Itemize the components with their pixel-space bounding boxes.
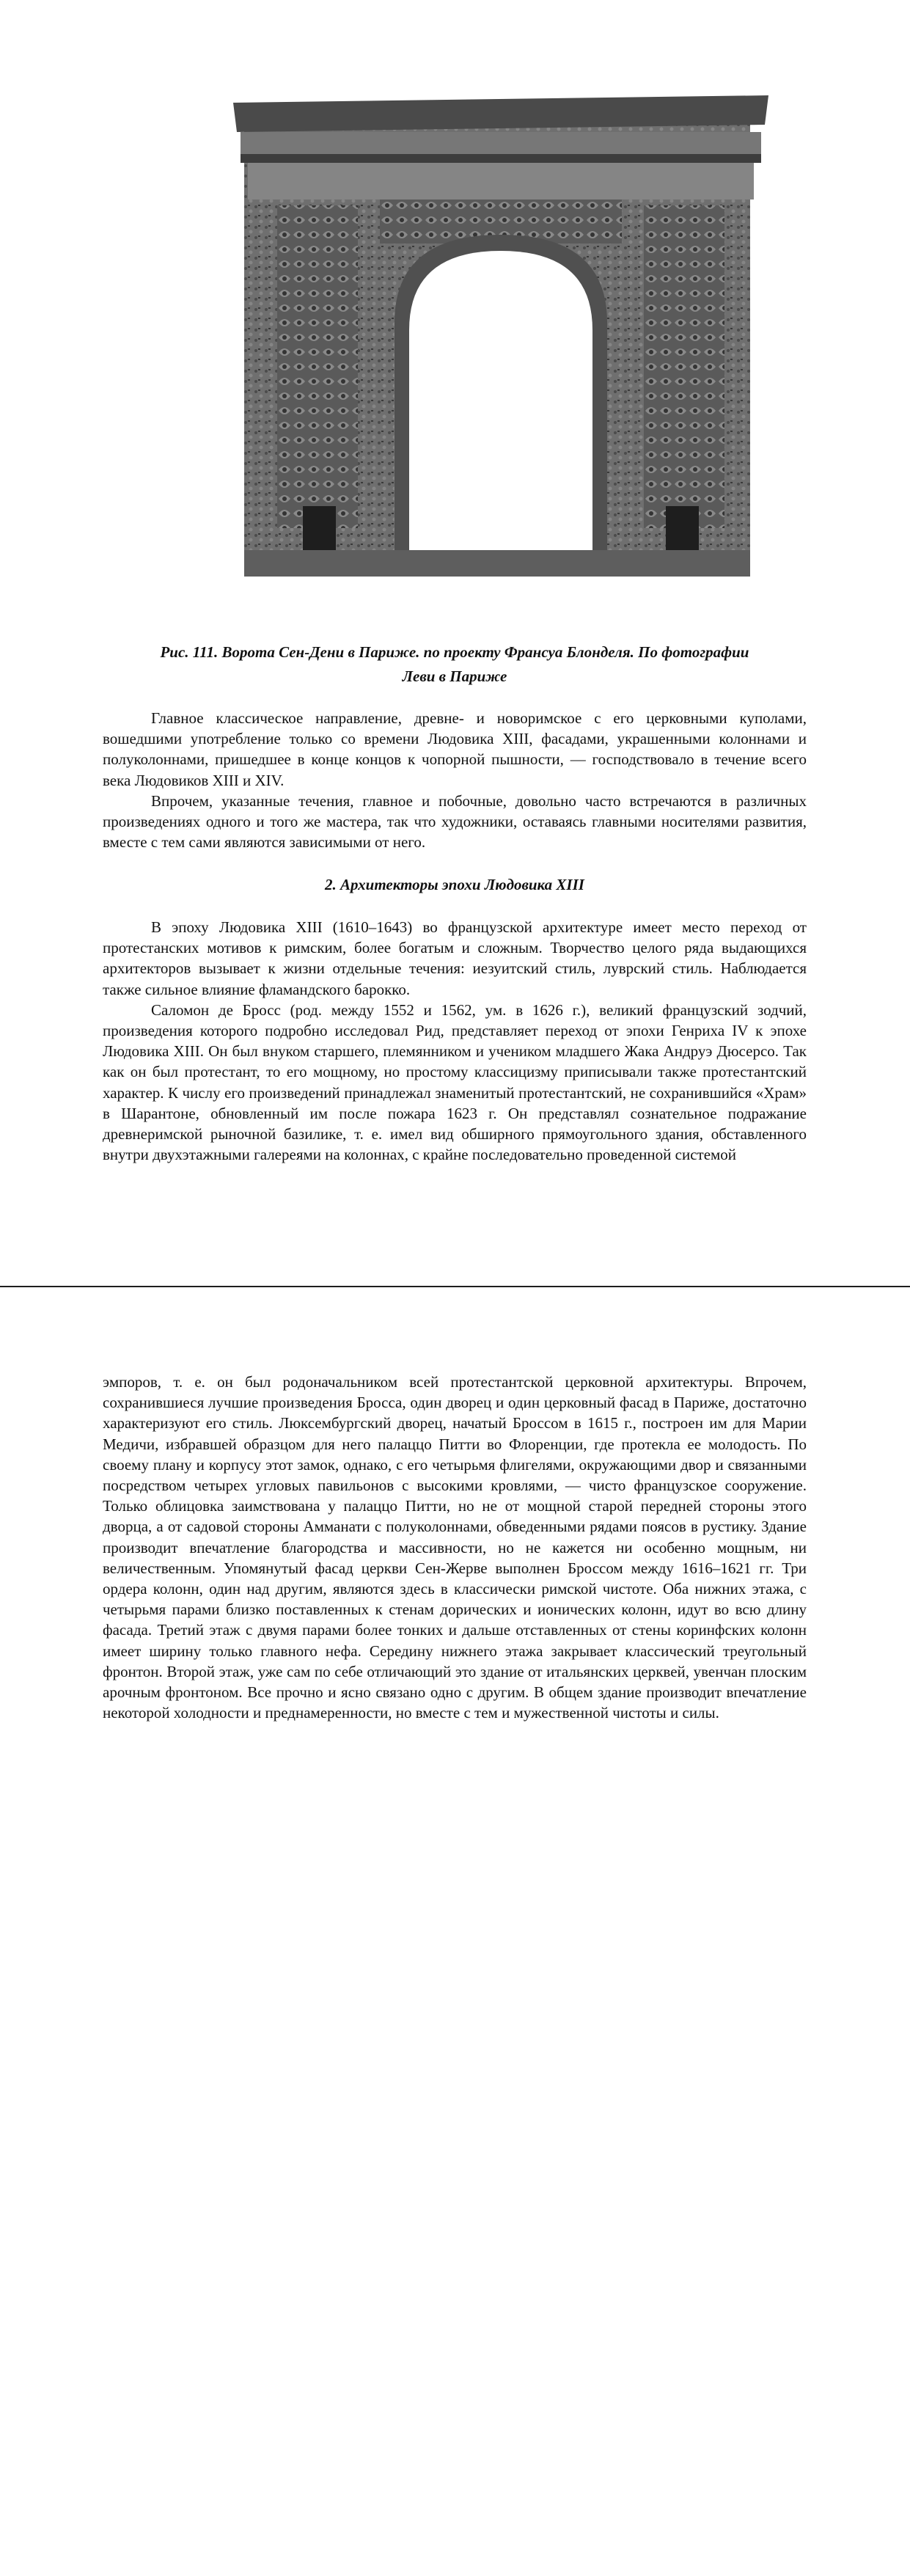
figure-porte-saint-denis [233, 81, 768, 577]
figure-caption-line-1: Рис. 111. Ворота Сен-Дени в Париже. по проекту Франсуа Блонделя. По фотографии [160, 643, 749, 661]
arch-gate-photo-icon [233, 81, 768, 577]
paragraph: эмпоров, т. е. он был родоначальником всей протестантской церковной архитектуры. Впрочем, сохранившиеся лучшие произведения Бросса, один дворец и один церковный фасад в Париже, достаточно характеризуют его стиль. Люксембургский дворец, начатый Броссом в 1615 г., построен им для Марии Медичи, избравшей образцом для него палаццо Питти во Флоренции, где протекла ее молодость. По своему плану и корпусу этот замок, однако, с его четырьмя флигелями, окружающими двор и связанными посредством четырех угловых павильонов с высокими кровлями, — чисто французское сооружение. Только облицовка заимствована у палаццо Питти, но не от мощной старой передней стороны этого дворца, а от садовой стороны Амманати с полуколоннами, обведенными рядами поясов в рустику. Здание производит впечатление благородства и массивности, но не кажется ни особенно мощным, ни величественным. Упомянутый фасад церкви Сен-Жерве выполнен Броссом между 1616–1621 гг. Три ордера колонн, один над другим, являются здесь в классически римской чистоте. Оба нижних этажа, с четырьмя парами близко поставленных к стенам дорических и ионических колонн, идут во всю длину фасада. Третий этаж с двумя парами более тонких и дальше отставленных от стены коринфских колонн имеет ширину только главного нефа. Середину нижнего этажа закрывает классический треугольный фронтон. Второй этаж, уже сам по себе отличающий это здание от итальянских церквей, увенчан плоским арочным фронтоном. Все прочно и ясно связано одно с другим. В общем здание производит впечатление некоторой холодности и преднамеренности, но вместе с тем и мужественной чистоты и силы. [103, 1373, 807, 1722]
continued-text [103, 1372, 807, 1723]
page-2 [0, 1287, 910, 2576]
intro-text [103, 708, 807, 852]
page-1 [0, 0, 910, 1286]
paragraph: Главное классическое направление, древне- и новоримское с его церковными куполами, вошедшими употребление только со времени Людовика XIII, фасадами, украшенными колоннами и полуколоннами, пришедшее в конце концов к чопорной пышности, — господствовало в течение всего века Людовиков XIII и XIV. [103, 709, 807, 789]
paragraph: Впрочем, указанные течения, главное и побочные, довольно часто встречаются в различных произведениях одного и того же мастера, так что художники, оставаясь главными носителями развития, вместе с тем сами являются зависимыми от него. [103, 791, 807, 852]
section-heading: 2. Архитекторы эпохи Людовика XIII [325, 876, 584, 893]
figure-caption-line-2: Леви в Париже [402, 667, 507, 685]
paragraph: Саломон де Бросс (род. между 1552 и 1562, ум. в 1626 г.), великий французский зодчий, произведения которого подробно исследовал Рид, представляет переход от эпохи Генриха IV к эпохе Людовика XIII. Он был внуком старшего, племянником и учеником младшего Жака Андруэ Дюсерсо. Так как он был протестант, то его мощному, но простому классицизму приписывали также протестантский характер. К числу его произведений принадлежал знаменитый протестантский, не сохранившийся «Храм» в Шарантоне, обновленный им после пожара 1623 г. Он представлял сознательное подражание древнеримской рыночной базилике, т. е. имел вид обширного прямоугольного здания, обставленного внутри двухэтажными галереями на колоннах, с крайне последовательно проведенной системой [103, 1000, 807, 1164]
figure-caption [103, 640, 807, 689]
section-text [103, 917, 807, 1165]
paragraph: В эпоху Людовика XIII (1610–1643) во французской архитектуре имеет место переход от протестанских мотивов к римским, более богатым и сложным. Творчество целого ряда выдающихся архитекторов вызывает к жизни отдельные течения: иезуитский стиль, луврский стиль. Наблюдается также сильное влияние фламандского барокко. [103, 918, 807, 998]
